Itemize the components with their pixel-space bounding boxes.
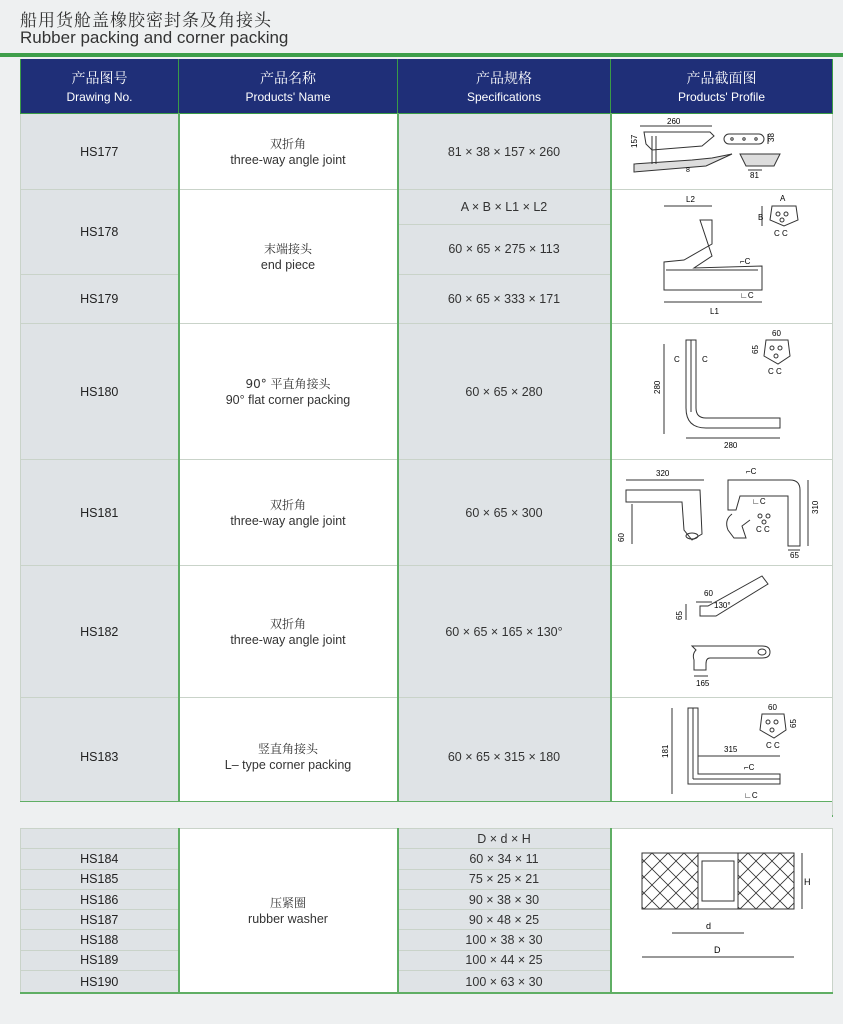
spec-header: D × d × H bbox=[398, 829, 611, 849]
page-header bbox=[0, 0, 843, 56]
header-product-name bbox=[179, 59, 398, 114]
profile-drawing bbox=[611, 324, 833, 460]
dim-label: C C bbox=[773, 229, 788, 238]
drawing-no: HS182 bbox=[21, 566, 179, 698]
dim-label: B bbox=[757, 213, 764, 222]
dim-label: 60 bbox=[616, 533, 626, 542]
product-name bbox=[179, 460, 398, 566]
name-en: end piece bbox=[260, 257, 316, 272]
name-cn: 竖直角接头 bbox=[257, 741, 318, 756]
drawing-no: HS179 bbox=[21, 274, 179, 323]
dim-label: 181 bbox=[660, 744, 670, 758]
header-profile bbox=[611, 59, 833, 114]
table-row bbox=[21, 698, 833, 817]
dim-label: C C bbox=[767, 367, 782, 376]
dim-label: 280 bbox=[652, 380, 662, 394]
specification: 60 × 34 × 11 bbox=[398, 849, 611, 869]
dim-label: 165 bbox=[695, 679, 710, 688]
title-underline bbox=[0, 53, 843, 57]
profile-drawing bbox=[611, 566, 833, 698]
specification: 81 × 38 × 157 × 260 bbox=[398, 114, 611, 190]
product-name bbox=[179, 114, 398, 190]
product-name bbox=[179, 324, 398, 460]
dim-label: 65 bbox=[789, 551, 799, 560]
dim-label: C C bbox=[755, 525, 770, 534]
dim-label: 60 bbox=[771, 329, 781, 338]
washer-table bbox=[20, 828, 833, 994]
name-cn: 末端接头 bbox=[263, 241, 312, 256]
profile-drawing bbox=[611, 829, 833, 994]
specification: 60 × 65 × 280 bbox=[398, 324, 611, 460]
dim-label: ∟C bbox=[743, 791, 758, 800]
table-row bbox=[21, 566, 833, 698]
dim-label: 130° bbox=[713, 601, 731, 610]
product-table bbox=[20, 59, 833, 817]
profile-drawing bbox=[611, 460, 833, 566]
dim-label: C bbox=[701, 355, 708, 364]
table-row bbox=[21, 190, 833, 225]
profile-washer bbox=[612, 829, 832, 989]
dim-label: ⌐C bbox=[745, 467, 757, 476]
specification: 90 × 48 × 25 bbox=[398, 910, 611, 930]
dim-label: D bbox=[713, 945, 721, 955]
table-gap bbox=[20, 801, 832, 828]
dim-label: ⌐C bbox=[739, 257, 751, 266]
drawing-no-empty bbox=[21, 829, 179, 849]
drawing-no: HS188 bbox=[21, 930, 179, 950]
header-cn: 产品图号 bbox=[71, 71, 128, 87]
product-name bbox=[179, 190, 398, 324]
dim-label: A bbox=[779, 194, 786, 203]
dim-label: 8 bbox=[685, 167, 690, 174]
dim-label: 157 bbox=[629, 134, 639, 148]
dim-label: ∟C bbox=[739, 291, 754, 300]
specification: 60 × 65 × 300 bbox=[398, 460, 611, 566]
product-name bbox=[179, 829, 398, 994]
spec-header: A × B × L1 × L2 bbox=[398, 190, 611, 225]
dim-label: ⌐C bbox=[743, 763, 755, 772]
specification: 60 × 65 × 165 × 130° bbox=[398, 566, 611, 698]
dim-label: 81 bbox=[749, 171, 759, 180]
profile-hs183 bbox=[612, 698, 832, 810]
dim-label: 65 bbox=[788, 719, 798, 728]
profile-hs180 bbox=[612, 324, 832, 454]
specification: 100 × 38 × 30 bbox=[398, 930, 611, 950]
profile-hs182 bbox=[612, 566, 832, 692]
drawing-no: HS183 bbox=[21, 698, 179, 817]
header-en: Specifications bbox=[466, 90, 542, 104]
dim-label: 280 bbox=[723, 441, 738, 450]
page-title-en: Rubber packing and corner packing bbox=[20, 28, 289, 47]
table-row bbox=[21, 460, 833, 566]
drawing-no: HS189 bbox=[21, 950, 179, 970]
dim-label: C bbox=[673, 355, 680, 364]
specification: 75 × 25 × 21 bbox=[398, 869, 611, 889]
name-en: three-way angle joint bbox=[230, 513, 346, 528]
drawing-no: HS178 bbox=[21, 190, 179, 275]
dim-label: ∟C bbox=[751, 497, 766, 506]
dim-label: H bbox=[803, 877, 811, 887]
profile-drawing bbox=[611, 114, 833, 190]
header-cn: 产品规格 bbox=[476, 71, 532, 87]
specification: 60 × 65 × 333 × 171 bbox=[398, 274, 611, 323]
dim-label: 320 bbox=[655, 469, 670, 478]
product-name bbox=[179, 566, 398, 698]
header-en: Products' Name bbox=[245, 90, 331, 104]
dim-label: 60 bbox=[703, 589, 713, 598]
drawing-no: HS181 bbox=[21, 460, 179, 566]
name-cn: 压紧圈 bbox=[269, 895, 306, 910]
name-cn: 90° 平直角接头 bbox=[245, 376, 331, 391]
profile-drawing bbox=[611, 698, 833, 817]
profile-hs181 bbox=[612, 460, 832, 560]
header-cn: 产品截面图 bbox=[686, 71, 757, 87]
dim-label: 65 bbox=[674, 611, 684, 620]
drawing-no: HS180 bbox=[21, 324, 179, 460]
dim-label: C C bbox=[765, 741, 780, 750]
profile-hs177 bbox=[612, 114, 832, 184]
name-en: L– type corner packing bbox=[224, 757, 352, 772]
drawing-no: HS185 bbox=[21, 869, 179, 889]
drawing-no: HS187 bbox=[21, 910, 179, 930]
table-row bbox=[21, 114, 833, 190]
header-specifications bbox=[398, 59, 611, 114]
dim-label: 60 bbox=[767, 703, 777, 712]
profile-drawing bbox=[611, 190, 833, 324]
drawing-no: HS190 bbox=[21, 971, 179, 993]
header-en: Products' Profile bbox=[678, 90, 765, 104]
specification: 100 × 63 × 30 bbox=[398, 971, 611, 993]
drawing-no: HS184 bbox=[21, 849, 179, 869]
table-row bbox=[21, 829, 833, 849]
drawing-no: HS186 bbox=[21, 889, 179, 909]
dim-label: L1 bbox=[709, 307, 719, 316]
dim-label: d bbox=[705, 921, 711, 931]
page-title-cn: 船用货舱盖橡胶密封条及角接头 bbox=[20, 11, 272, 31]
dim-label: 38 bbox=[766, 133, 776, 142]
header-drawing-no bbox=[21, 59, 179, 114]
table-row bbox=[21, 324, 833, 460]
name-cn: 双折角 bbox=[269, 136, 306, 151]
dim-label: 315 bbox=[723, 745, 738, 754]
dim-label: 260 bbox=[666, 117, 681, 126]
name-cn: 双折角 bbox=[269, 497, 306, 512]
product-name bbox=[179, 698, 398, 817]
dim-label: 65 bbox=[750, 345, 760, 354]
profile-hs178 bbox=[612, 190, 832, 318]
header-cn: 产品名称 bbox=[260, 71, 316, 87]
name-en: rubber washer bbox=[248, 911, 328, 926]
specification: 60 × 65 × 315 × 180 bbox=[398, 698, 611, 817]
dim-label: L2 bbox=[685, 195, 695, 204]
specification: 60 × 65 × 275 × 113 bbox=[398, 225, 611, 274]
dim-label: 310 bbox=[810, 500, 820, 514]
name-cn: 双折角 bbox=[269, 616, 306, 631]
name-en: 90° flat corner packing bbox=[225, 392, 351, 407]
specification: 100 × 44 × 25 bbox=[398, 950, 611, 970]
name-en: three-way angle joint bbox=[230, 632, 346, 647]
drawing-no: HS177 bbox=[21, 114, 179, 190]
header-en: Drawing No. bbox=[66, 90, 133, 104]
table-header-row bbox=[21, 59, 833, 114]
specification: 90 × 38 × 30 bbox=[398, 889, 611, 909]
name-en: three-way angle joint bbox=[230, 152, 346, 167]
